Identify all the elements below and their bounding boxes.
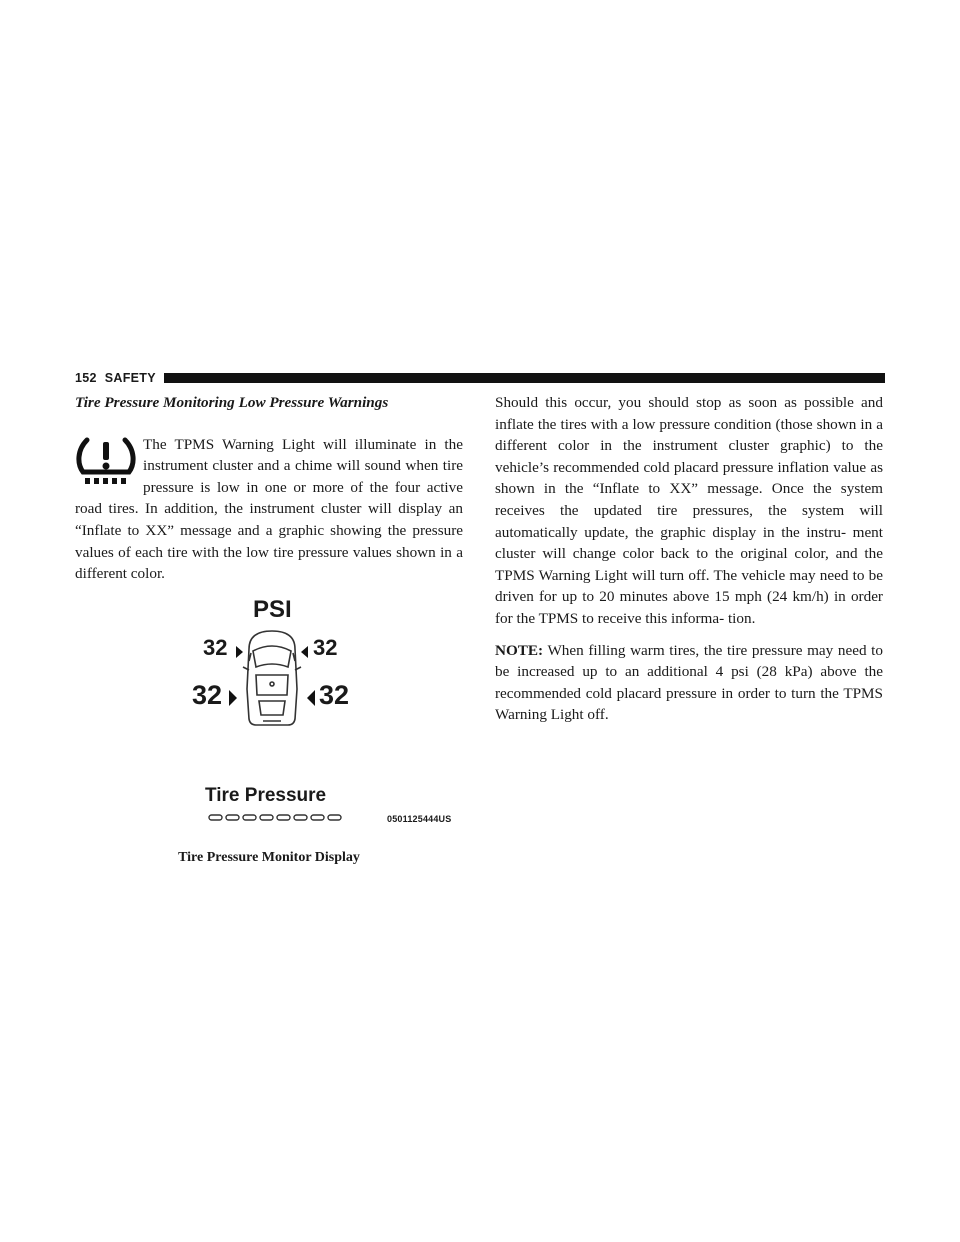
page-header [75,370,885,386]
tire-pressure-figure [75,597,463,847]
section-title: Tire Pressure Monitoring Low Pressure Warnings [75,394,389,411]
tire-pressure-title: Tire Pressure [205,784,327,806]
front-left-pressure: 32 [203,634,228,660]
arrow-rear-left [229,690,237,706]
rear-left-pressure: 32 [192,679,223,710]
right-column [495,392,883,726]
tpms-description: The TPMS Warning Light will illuminate in the instrument cluster and a chime will sound when tire pressure is low in one or more of the four active road tires. In addition, the instrument cluster will display an “Inflate to XX” message and a graphic showing the pressure values of each tire with the low tire pressure values shown in a different color. [75,435,463,583]
figure-code: 0501125444US [387,813,452,824]
instructions-paragraph: Should this occur, you should stop as soon as possible and inflate the tires with a low pressure condition (those shown in a different color in the instrument cluster graphic) to the vehicle’s recommended cold placard pressure inflation value as shown in the “Inflate to XX” message. Once the system receives the updated tire pressures, the system will automatically update, the graphic display in the instru- ment cluster will change color back to the original color, and the TPMS Warning Light will turn off. The vehicle may need to be driven for up to 20 minutes above 15 mph (24 km/h) in order for the TPMS to receive this informa- tion. [495,394,883,627]
dash-row [209,815,341,820]
psi-label: PSI [253,595,292,623]
rear-right-pressure: 32 [319,679,350,710]
warning-paragraph-block [75,434,463,585]
note-paragraph [495,640,883,726]
note-label: NOTE: [495,641,544,659]
section-name: SAFETY [104,371,156,385]
arrow-front-left [236,646,243,658]
tpms-warning-light-icon [75,434,137,490]
left-column [75,392,463,868]
figure-caption: Tire Pressure Monitor Display [178,849,360,865]
car-outline [243,631,301,725]
arrow-front-right [301,646,308,658]
header-rule [164,373,885,383]
front-right-pressure: 32 [313,634,338,660]
page-number: 152 [75,371,97,385]
arrow-rear-right [307,690,315,706]
note-text: When filling warm tires, the tire pressure may need to be increased up to an additional 4 psi (28 kPa) above the recommended cold placard pressure in order to turn the TPMS Warning Light off. [495,641,883,724]
